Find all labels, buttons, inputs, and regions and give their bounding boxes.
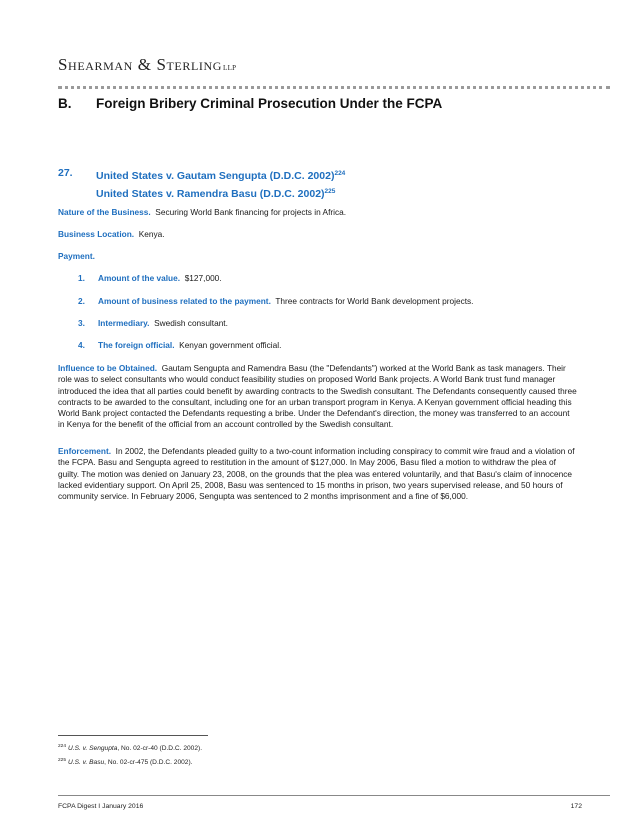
header-divider	[58, 86, 610, 89]
section-letter: B.	[58, 96, 72, 111]
section-title: Foreign Bribery Criminal Prosecution Under the FCPA	[96, 96, 443, 111]
section-heading	[58, 96, 442, 111]
footnote-ref-224: 224	[334, 170, 346, 177]
footer-divider	[58, 795, 610, 796]
payment-item-intermediary: 3. Intermediary. Swedish consultant.	[78, 318, 228, 328]
payment-item-amount: 1. Amount of the value. $127,000.	[78, 273, 222, 283]
case-line-2: United States v. Ramendra Basu (D.D.C. 2002)$^{225}$	[96, 188, 336, 200]
footnote-ref-225: 225	[324, 188, 336, 195]
payment-item-official: 4. The foreign official. Kenyan government official.	[78, 340, 282, 350]
nature-of-business: Nature of the Business. Securing World Bank financing for projects in Africa.	[58, 207, 347, 217]
page-number: 172	[570, 803, 582, 810]
business-location: Business Location. Kenya.	[58, 229, 165, 239]
footnote-224: $^{224}$ U.S. v. Sengupta, No. 02-cr-40 (D.D.C. 2002).	[58, 744, 203, 752]
payment-heading: Payment.	[58, 251, 95, 261]
footnote-225: $^{225}$ U.S. v. Basu, No. 02-cr-475 (D.D.C. 2002).	[58, 758, 193, 766]
firm-logo: Shearman & SterlingLLP	[58, 55, 237, 74]
case-line-1: United States v. Gautam Sengupta (D.D.C. 2002)$^{224}$	[96, 170, 346, 182]
influence-paragraph: Influence to be Obtained. Gautam Sengupta and Ramendra Basu (the "Defendants") worked at the World Bank as task managers. Their role was to select consultants who would conduct feasibility studies on proposed World Bank projects. A World Bank trust fund manager introduced the idea that all parties could benefit by awarding contracts to the Swedish consultant. The Defendants consequently caused three contracts to be awarded to the consultant, including one for an urban transport program in Kenya. A Kenyan government official heading this World Bank project contacted the Defendants requesting a bribe. Under the Defendant's direction, the money was transferred to an account in Kenya for the benefit of the official from an account controlled by the Swedish consultant.	[58, 363, 577, 430]
footer-publication: FCPA Digest I January 2016	[58, 803, 144, 810]
case-number: 27.	[58, 167, 73, 179]
payment-item-business: 2. Amount of business related to the payment. Three contracts for World Bank development projects.	[78, 296, 474, 306]
footnote-divider	[58, 735, 208, 736]
enforcement-paragraph: Enforcement. In 2002, the Defendants pleaded guilty to a two-count information including conspiracy to commit wire fraud and a violation of the FCPA. Basu and Sengupta agreed to restitution in the amount of $127,000. In May 2006, Basu filed a motion to withdraw the plea of guilty. The motion was denied on January 23, 2008, on the grounds that the plea was entered voluntarily, and that Basu's claim of innocence lacked evidentiary support. On April 25, 2008, Basu was sentenced to 15 months in prison, two years supervised release, and 50 hours of community service. In February 2006, Sengupta was sentenced to 2 months imprisonment and a fine of $6,000.	[58, 446, 575, 502]
